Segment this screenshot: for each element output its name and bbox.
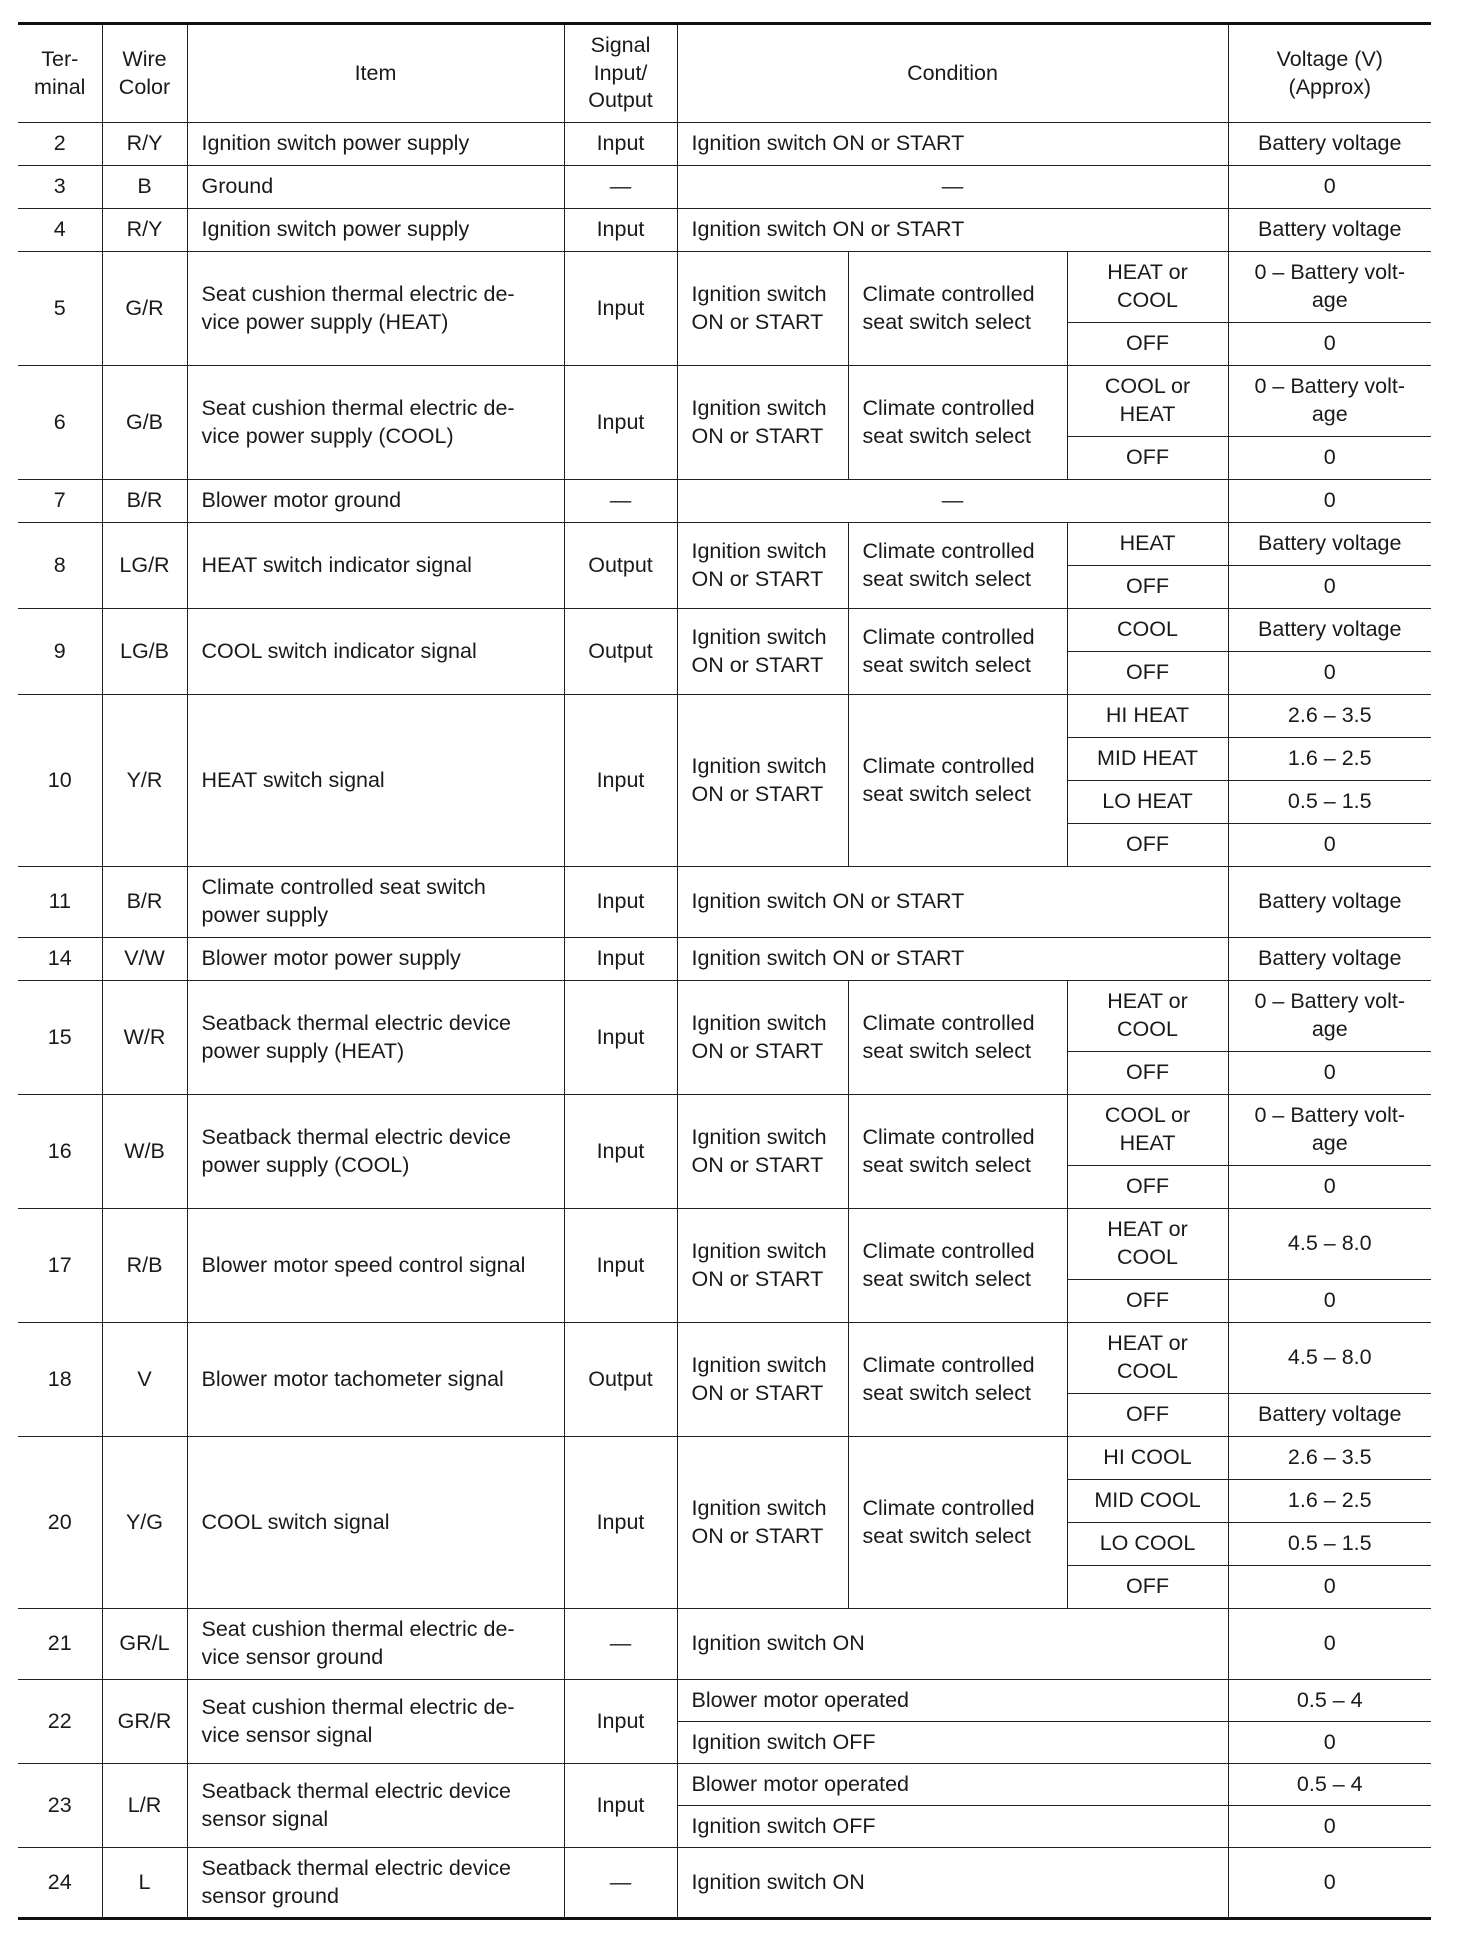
- wire-color-cell: G/R: [102, 252, 187, 366]
- wire-color-cell: R/B: [102, 1209, 187, 1323]
- state-cell: OFF: [1067, 652, 1228, 695]
- table-row: [18, 867, 1431, 938]
- switch-select-cell: Climate controlled seat switch select: [848, 366, 1067, 480]
- signal-cell: —: [564, 166, 677, 209]
- table-row: [18, 209, 1431, 252]
- signal-cell: Input: [564, 366, 677, 480]
- voltage-cell: 1.6 – 2.5: [1228, 738, 1431, 781]
- item-cell: Ignition switch power supply: [187, 123, 564, 166]
- ignition-condition-cell: Ignition switch ON or START: [677, 695, 848, 867]
- ignition-condition-cell: Ignition switch ON or START: [677, 523, 848, 609]
- ignition-condition-cell: Ignition switch ON or START: [677, 1323, 848, 1437]
- signal-cell: —: [564, 480, 677, 523]
- signal-cell: Input: [564, 938, 677, 981]
- wire-color-cell: R/Y: [102, 123, 187, 166]
- terminal-cell: 15: [18, 981, 102, 1095]
- item-cell: Seat cushion thermal electric de- vice power supply (HEAT): [187, 252, 564, 366]
- item-cell: Seatback thermal electric device power supply (COOL): [187, 1095, 564, 1209]
- state-cell: HI HEAT: [1067, 695, 1228, 738]
- terminal-cell: 3: [18, 166, 102, 209]
- switch-select-cell: Climate controlled seat switch select: [848, 1095, 1067, 1209]
- voltage-cell: 0 – Battery volt- age: [1228, 981, 1431, 1052]
- voltage-cell: 0: [1228, 566, 1431, 609]
- voltage-cell: 0: [1228, 1848, 1431, 1919]
- terminal-cell: 21: [18, 1609, 102, 1680]
- voltage-cell: Battery voltage: [1228, 609, 1431, 652]
- table-row: [18, 523, 1431, 566]
- voltage-cell: 0.5 – 4: [1228, 1764, 1431, 1806]
- table-row: [18, 1209, 1431, 1280]
- signal-cell: —: [564, 1848, 677, 1919]
- state-cell: LO HEAT: [1067, 781, 1228, 824]
- state-cell: COOL: [1067, 609, 1228, 652]
- signal-cell: Input: [564, 981, 677, 1095]
- state-cell: LO COOL: [1067, 1523, 1228, 1566]
- condition-cell: Ignition switch ON: [677, 1609, 1228, 1680]
- header-condition: Condition: [677, 24, 1228, 123]
- item-cell: Climate controlled seat switch power supply: [187, 867, 564, 938]
- wire-color-cell: Y/G: [102, 1437, 187, 1609]
- table-row: [18, 1437, 1431, 1480]
- switch-select-cell: Climate controlled seat switch select: [848, 609, 1067, 695]
- wire-color-cell: Y/R: [102, 695, 187, 867]
- voltage-cell: 0: [1228, 1806, 1431, 1848]
- signal-cell: Input: [564, 695, 677, 867]
- item-cell: HEAT switch signal: [187, 695, 564, 867]
- state-cell: OFF: [1067, 323, 1228, 366]
- voltage-cell: 0: [1228, 824, 1431, 867]
- voltage-cell: 0 – Battery volt- age: [1228, 366, 1431, 437]
- wire-color-cell: W/R: [102, 981, 187, 1095]
- terminal-cell: 17: [18, 1209, 102, 1323]
- table-row: [18, 1095, 1431, 1166]
- voltage-cell: 0.5 – 1.5: [1228, 781, 1431, 824]
- switch-select-cell: Climate controlled seat switch select: [848, 1437, 1067, 1609]
- signal-cell: Input: [564, 252, 677, 366]
- state-cell: MID COOL: [1067, 1480, 1228, 1523]
- terminal-cell: 11: [18, 867, 102, 938]
- switch-select-cell: Climate controlled seat switch select: [848, 1209, 1067, 1323]
- voltage-cell: 0: [1228, 480, 1431, 523]
- table-row: [18, 366, 1431, 437]
- item-cell: HEAT switch indicator signal: [187, 523, 564, 609]
- signal-cell: Input: [564, 867, 677, 938]
- terminal-spec-table: [18, 22, 1431, 1920]
- wire-color-cell: W/B: [102, 1095, 187, 1209]
- condition-cell: Blower motor operated: [677, 1680, 1228, 1722]
- ignition-condition-cell: Ignition switch ON or START: [677, 1437, 848, 1609]
- wire-color-cell: G/B: [102, 366, 187, 480]
- state-cell: OFF: [1067, 1566, 1228, 1609]
- state-cell: HI COOL: [1067, 1437, 1228, 1480]
- header-terminal: Ter- minal: [18, 24, 102, 123]
- table-row: [18, 938, 1431, 981]
- voltage-cell: 0: [1228, 166, 1431, 209]
- voltage-cell: 0: [1228, 1609, 1431, 1680]
- switch-select-cell: Climate controlled seat switch select: [848, 523, 1067, 609]
- condition-cell: Ignition switch OFF: [677, 1806, 1228, 1848]
- voltage-cell: 0: [1228, 652, 1431, 695]
- state-cell: HEAT: [1067, 523, 1228, 566]
- condition-cell: Blower motor operated: [677, 1764, 1228, 1806]
- voltage-cell: 0: [1228, 1566, 1431, 1609]
- table-row: [18, 1764, 1431, 1806]
- table-row: [18, 981, 1431, 1052]
- state-cell: OFF: [1067, 1052, 1228, 1095]
- state-cell: HEAT or COOL: [1067, 1323, 1228, 1394]
- wire-color-cell: B: [102, 166, 187, 209]
- terminal-cell: 8: [18, 523, 102, 609]
- terminal-spec-sheet: [18, 22, 1431, 1920]
- item-cell: Seat cushion thermal electric de- vice sensor signal: [187, 1680, 564, 1764]
- voltage-cell: 0: [1228, 323, 1431, 366]
- terminal-cell: 4: [18, 209, 102, 252]
- condition-cell: Ignition switch ON or START: [677, 867, 1228, 938]
- table-row: [18, 695, 1431, 738]
- header-wire-color: Wire Color: [102, 24, 187, 123]
- terminal-cell: 20: [18, 1437, 102, 1609]
- table-row: [18, 1323, 1431, 1394]
- wire-color-cell: V/W: [102, 938, 187, 981]
- terminal-cell: 6: [18, 366, 102, 480]
- voltage-cell: Battery voltage: [1228, 209, 1431, 252]
- table-row: [18, 609, 1431, 652]
- voltage-cell: 0: [1228, 437, 1431, 480]
- state-cell: OFF: [1067, 1280, 1228, 1323]
- terminal-cell: 5: [18, 252, 102, 366]
- item-cell: Blower motor power supply: [187, 938, 564, 981]
- switch-select-cell: Climate controlled seat switch select: [848, 252, 1067, 366]
- item-cell: Ground: [187, 166, 564, 209]
- voltage-cell: 0: [1228, 1166, 1431, 1209]
- table-row: [18, 1848, 1431, 1919]
- terminal-cell: 10: [18, 695, 102, 867]
- voltage-cell: Battery voltage: [1228, 867, 1431, 938]
- state-cell: HEAT or COOL: [1067, 981, 1228, 1052]
- state-cell: HEAT or COOL: [1067, 1209, 1228, 1280]
- state-cell: OFF: [1067, 1166, 1228, 1209]
- voltage-cell: 0 – Battery volt- age: [1228, 252, 1431, 323]
- condition-cell: Ignition switch ON: [677, 1848, 1228, 1919]
- ignition-condition-cell: Ignition switch ON or START: [677, 981, 848, 1095]
- ignition-condition-cell: Ignition switch ON or START: [677, 1209, 848, 1323]
- voltage-cell: 4.5 – 8.0: [1228, 1323, 1431, 1394]
- item-cell: Seat cushion thermal electric de- vice power supply (COOL): [187, 366, 564, 480]
- signal-cell: Output: [564, 1323, 677, 1437]
- table-row: [18, 252, 1431, 323]
- item-cell: COOL switch indicator signal: [187, 609, 564, 695]
- terminal-cell: 7: [18, 480, 102, 523]
- state-cell: HEAT or COOL: [1067, 252, 1228, 323]
- table-row: [18, 480, 1431, 523]
- signal-cell: Output: [564, 523, 677, 609]
- signal-cell: Input: [564, 1095, 677, 1209]
- switch-select-cell: Climate controlled seat switch select: [848, 1323, 1067, 1437]
- terminal-cell: 18: [18, 1323, 102, 1437]
- header-voltage: Voltage (V) (Approx): [1228, 24, 1431, 123]
- terminal-cell: 9: [18, 609, 102, 695]
- condition-cell: Ignition switch ON or START: [677, 209, 1228, 252]
- voltage-cell: 2.6 – 3.5: [1228, 695, 1431, 738]
- item-cell: Seat cushion thermal electric de- vice sensor ground: [187, 1609, 564, 1680]
- wire-color-cell: R/Y: [102, 209, 187, 252]
- wire-color-cell: GR/R: [102, 1680, 187, 1764]
- item-cell: Blower motor tachometer signal: [187, 1323, 564, 1437]
- signal-cell: Input: [564, 1437, 677, 1609]
- state-cell: OFF: [1067, 437, 1228, 480]
- wire-color-cell: GR/L: [102, 1609, 187, 1680]
- voltage-cell: 0.5 – 4: [1228, 1680, 1431, 1722]
- signal-cell: Input: [564, 123, 677, 166]
- terminal-cell: 23: [18, 1764, 102, 1848]
- voltage-cell: 0 – Battery volt- age: [1228, 1095, 1431, 1166]
- item-cell: Seatback thermal electric device power supply (HEAT): [187, 981, 564, 1095]
- voltage-cell: Battery voltage: [1228, 123, 1431, 166]
- signal-cell: Output: [564, 609, 677, 695]
- ignition-condition-cell: Ignition switch ON or START: [677, 1095, 848, 1209]
- header-row: [18, 24, 1431, 123]
- table-row: [18, 166, 1431, 209]
- item-cell: COOL switch signal: [187, 1437, 564, 1609]
- wire-color-cell: LG/B: [102, 609, 187, 695]
- state-cell: COOL or HEAT: [1067, 366, 1228, 437]
- wire-color-cell: LG/R: [102, 523, 187, 609]
- voltage-cell: 4.5 – 8.0: [1228, 1209, 1431, 1280]
- item-cell: Blower motor speed control signal: [187, 1209, 564, 1323]
- table-row: [18, 1609, 1431, 1680]
- switch-select-cell: Climate controlled seat switch select: [848, 695, 1067, 867]
- voltage-cell: 0: [1228, 1052, 1431, 1095]
- signal-cell: Input: [564, 1764, 677, 1848]
- table-row: [18, 1680, 1431, 1722]
- voltage-cell: Battery voltage: [1228, 938, 1431, 981]
- signal-cell: —: [564, 1609, 677, 1680]
- voltage-cell: 0.5 – 1.5: [1228, 1523, 1431, 1566]
- condition-cell: Ignition switch ON or START: [677, 938, 1228, 981]
- terminal-cell: 22: [18, 1680, 102, 1764]
- voltage-cell: 0: [1228, 1280, 1431, 1323]
- ignition-condition-cell: Ignition switch ON or START: [677, 609, 848, 695]
- item-cell: Blower motor ground: [187, 480, 564, 523]
- terminal-cell: 2: [18, 123, 102, 166]
- state-cell: OFF: [1067, 1394, 1228, 1437]
- voltage-cell: 2.6 – 3.5: [1228, 1437, 1431, 1480]
- signal-cell: Input: [564, 1209, 677, 1323]
- ignition-condition-cell: Ignition switch ON or START: [677, 252, 848, 366]
- header-item: Item: [187, 24, 564, 123]
- header-signal: Signal Input/ Output: [564, 24, 677, 123]
- signal-cell: Input: [564, 1680, 677, 1764]
- condition-cell: Ignition switch ON or START: [677, 123, 1228, 166]
- item-cell: Seatback thermal electric device sensor ground: [187, 1848, 564, 1919]
- ignition-condition-cell: Ignition switch ON or START: [677, 366, 848, 480]
- item-cell: Seatback thermal electric device sensor signal: [187, 1764, 564, 1848]
- switch-select-cell: Climate controlled seat switch select: [848, 981, 1067, 1095]
- wire-color-cell: B/R: [102, 480, 187, 523]
- signal-cell: Input: [564, 209, 677, 252]
- voltage-cell: Battery voltage: [1228, 523, 1431, 566]
- terminal-cell: 24: [18, 1848, 102, 1919]
- state-cell: OFF: [1067, 566, 1228, 609]
- voltage-cell: 1.6 – 2.5: [1228, 1480, 1431, 1523]
- state-cell: OFF: [1067, 824, 1228, 867]
- terminal-cell: 16: [18, 1095, 102, 1209]
- voltage-cell: 0: [1228, 1722, 1431, 1764]
- wire-color-cell: L: [102, 1848, 187, 1919]
- state-cell: COOL or HEAT: [1067, 1095, 1228, 1166]
- condition-cell: —: [677, 166, 1228, 209]
- condition-cell: —: [677, 480, 1228, 523]
- wire-color-cell: V: [102, 1323, 187, 1437]
- state-cell: MID HEAT: [1067, 738, 1228, 781]
- wire-color-cell: L/R: [102, 1764, 187, 1848]
- voltage-cell: Battery voltage: [1228, 1394, 1431, 1437]
- terminal-cell: 14: [18, 938, 102, 981]
- condition-cell: Ignition switch OFF: [677, 1722, 1228, 1764]
- table-row: [18, 123, 1431, 166]
- wire-color-cell: B/R: [102, 867, 187, 938]
- item-cell: Ignition switch power supply: [187, 209, 564, 252]
